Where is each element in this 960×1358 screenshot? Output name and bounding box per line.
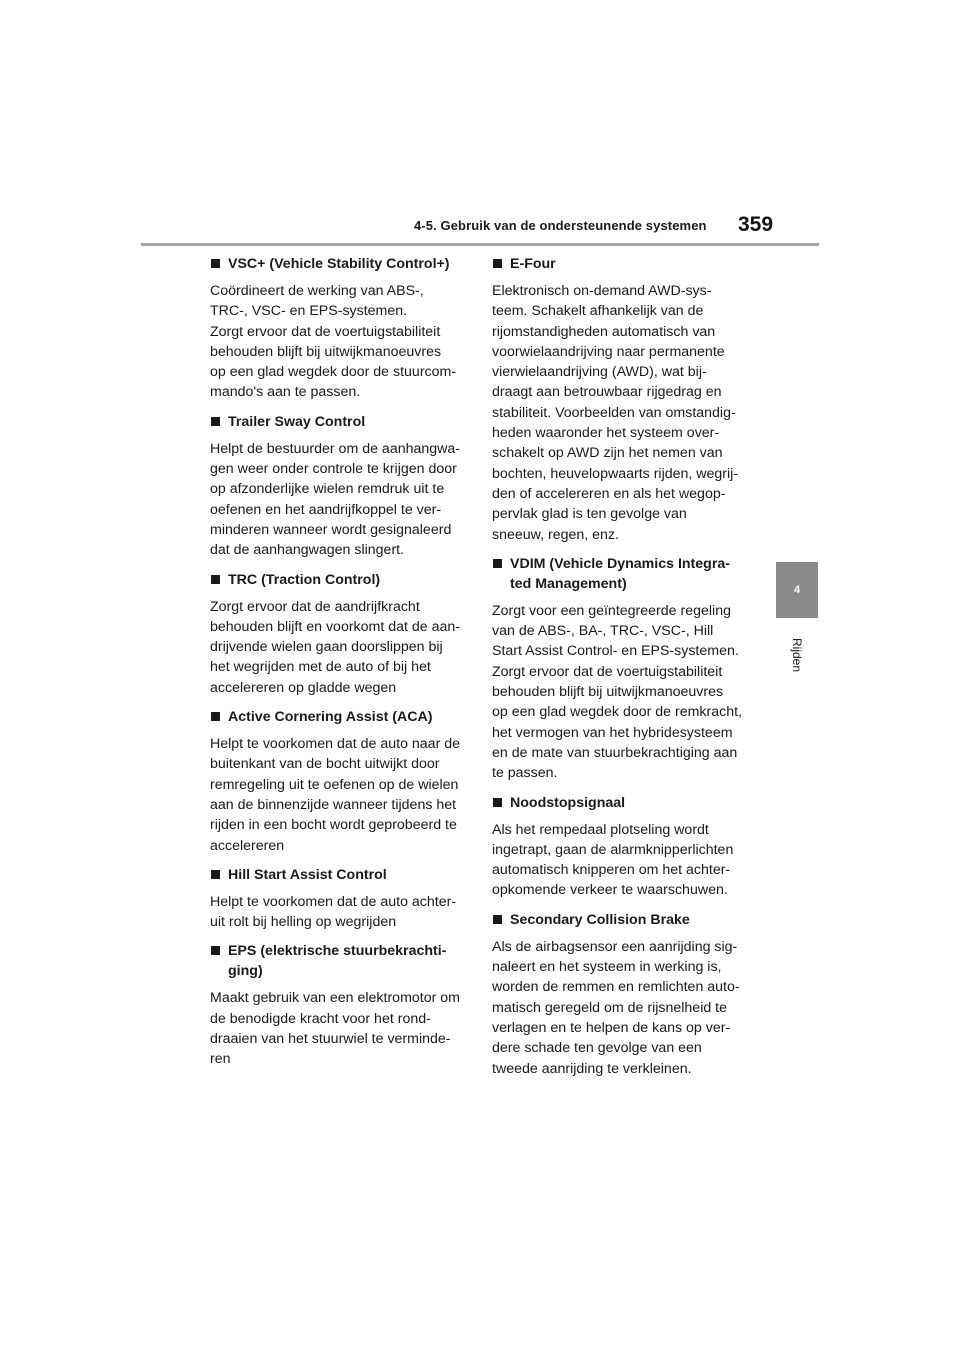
section-body: Maakt gebruik van een elektromotor om de benodigde kracht voor het rond- draaien van het stuurwiel te verminde- ren	[210, 990, 460, 1068]
section-body: Zorgt voor een geïntegreerde regeling van de ABS-, BA-, TRC-, VSC-, Hill Start Assist Control- en EPS-systemen. Zorgt ervoor dat de voertuigstabiliteit behouden blijft bij uitwijkmanoeuvres op een glad wegdek door de remkracht, het vermogen van het hybridesysteem en de mate van stuurbekrachtiging aan te passen.	[492, 602, 743, 782]
section-heading-text: Secondary Collision Brake	[510, 911, 690, 928]
header-divider	[141, 243, 819, 246]
section-heading-text: VDIM (Vehicle Dynamics Integra- ted Management)	[510, 555, 730, 592]
section-body: Helpt te voorkomen dat de auto naar de buitenkant van de bocht uitwijkt door remregeling uit te oefenen op de wielen aan de binnenzijde wanneer tijdens het rijden in een bocht wordt geprobeerd te accelereren	[210, 736, 461, 854]
page-number: 359	[738, 213, 774, 236]
square-bullet-icon	[211, 575, 220, 584]
square-bullet-icon	[211, 712, 220, 721]
section-noodstopsignaal	[492, 793, 747, 901]
section-heading-text: TRC (Traction Control)	[228, 571, 381, 588]
square-bullet-icon	[493, 915, 502, 924]
chapter-tab[interactable]: 4	[776, 562, 818, 618]
section-heading-text: Trailer Sway Control	[228, 413, 366, 430]
square-bullet-icon	[493, 559, 502, 568]
section-vsc	[210, 254, 465, 403]
section-heading-text: Noodstopsignaal	[510, 794, 626, 811]
section-heading-text: E-Four	[510, 256, 556, 272]
section-heading	[492, 254, 747, 274]
square-bullet-icon	[493, 259, 502, 268]
section-trailer-sway	[210, 412, 465, 561]
section-heading	[210, 254, 465, 274]
section-body: Zorgt ervoor dat de aandrijfkracht behouden blijft en voorkomt dat de aan- drijvende wielen gaan doorslippen bij het wegrijden met de auto of bij het accelereren op gladde wegen	[210, 598, 461, 696]
square-bullet-icon	[211, 259, 220, 268]
section-eps	[210, 941, 465, 1069]
section-body: Helpt de bestuurder om de aanhangwa- gen weer onder controle te krijgen door op afzonderlijke wielen remdruk uit te oefenen en het aandrijfkoppel te ver- minderen wanneer wordt gesignaleerd dat de aanhangwagen slingert.	[210, 440, 461, 559]
section-heading	[210, 570, 465, 590]
section-body: Als de airbagsensor een aanrijding sig- naleert en het systeem in werking is, worden de remmen en remlichten auto- matisch geregeld om de rijsnelheid te verlagen en te helpen de kans op ver- dere schade ten gevolge van een tweede aanrijding te verkleinen.	[492, 938, 740, 1077]
section-body: Coördineert de werking van ABS-, TRC-, VSC- en EPS-systemen. Zorgt ervoor dat de voertuigstabiliteit behouden blijft bij uitwijkmanoeuvres op een glad wegdek door de stuurcom- mando's aan te passen.	[210, 283, 457, 401]
section-heading	[210, 865, 465, 885]
section-heading-text: EPS (elektrische stuurbekrachti- ging)	[228, 943, 447, 980]
section-heading-text: Hill Start Assist Control	[228, 866, 387, 883]
section-heading	[210, 941, 465, 981]
square-bullet-icon	[211, 417, 220, 426]
section-heading	[492, 793, 747, 813]
section-trc	[210, 570, 465, 698]
section-heading-text: VSC+ (Vehicle Stability Control+)	[228, 256, 450, 272]
section-heading-text: Active Cornering Assist (ACA)	[228, 709, 433, 726]
chapter-tab-label-text: Rijden	[790, 637, 804, 673]
left-column	[210, 254, 465, 1079]
section-header-title: 4-5. Gebruik van de ondersteunende systemen	[414, 218, 707, 233]
section-body: Elektronisch on-demand AWD-sys- teem. Schakelt afhankelijk van de rijomstandigheden automatisch van voorwielaandrijving naar permanente vierwielaandrijving (AWD), wat bij- draagt aan betrouwbaar rijgedrag en stabiliteit. Voorbeelden van omstandig- heden waaronder het systeem over- schakelt op AWD zijn het nemen van bochten, heuvelopwaarts rijden, wegrij- den of accelereren en als het wegop- pervlak glad is ten gevolge van sneeuw, regen, enz.	[492, 283, 739, 543]
section-heading	[210, 412, 465, 432]
square-bullet-icon	[211, 946, 220, 955]
square-bullet-icon	[211, 870, 220, 879]
square-bullet-icon	[493, 798, 502, 807]
section-heading	[492, 554, 747, 594]
section-body: Als het rempedaal plotseling wordt ingetrapt, gaan de alarmknipperlichten automatisch knipperen om het achter- opkomende verkeer te waarschuwen.	[492, 821, 734, 899]
section-heading	[210, 707, 465, 727]
section-aca	[210, 707, 465, 856]
right-column	[492, 254, 747, 1088]
section-secondary-collision-brake	[492, 910, 747, 1079]
chapter-tab-label	[778, 630, 816, 680]
section-e-four	[492, 254, 747, 545]
section-hill-start	[210, 865, 465, 933]
section-body: Helpt te voorkomen dat de auto achter- uit rolt bij helling op wegrijden	[210, 893, 457, 931]
section-heading	[492, 910, 747, 930]
section-vdim	[492, 554, 747, 784]
